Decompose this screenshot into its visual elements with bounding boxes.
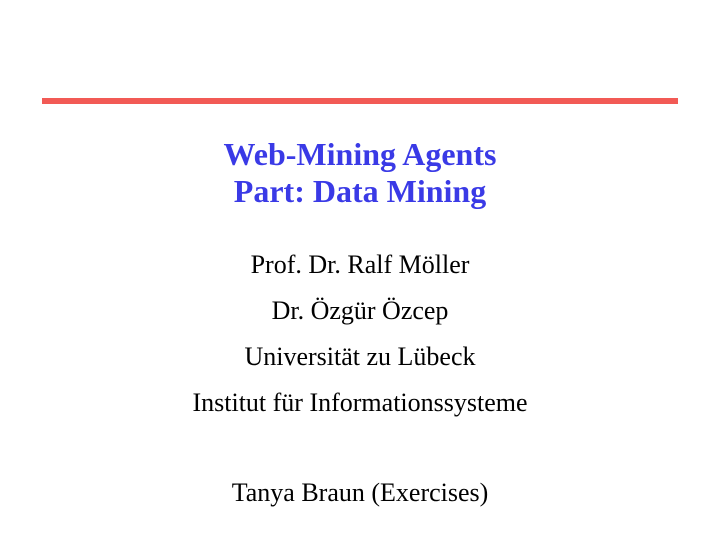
author-block bbox=[0, 242, 720, 426]
institute-name: Institut für Informationssysteme bbox=[192, 388, 528, 417]
author-name-doctor: Dr. Özgür Özcep bbox=[271, 296, 449, 325]
university-name: Universität zu Lübeck bbox=[244, 342, 476, 371]
top-divider bbox=[42, 98, 678, 104]
exercises-credit: Tanya Braun (Exercises) bbox=[231, 478, 489, 507]
author-name-professor: Prof. Dr. Ralf Möller bbox=[250, 250, 470, 279]
slide-title bbox=[0, 136, 720, 210]
title-line-1: Web-Mining Agents bbox=[223, 136, 497, 172]
title-line-2: Part: Data Mining bbox=[233, 173, 487, 209]
